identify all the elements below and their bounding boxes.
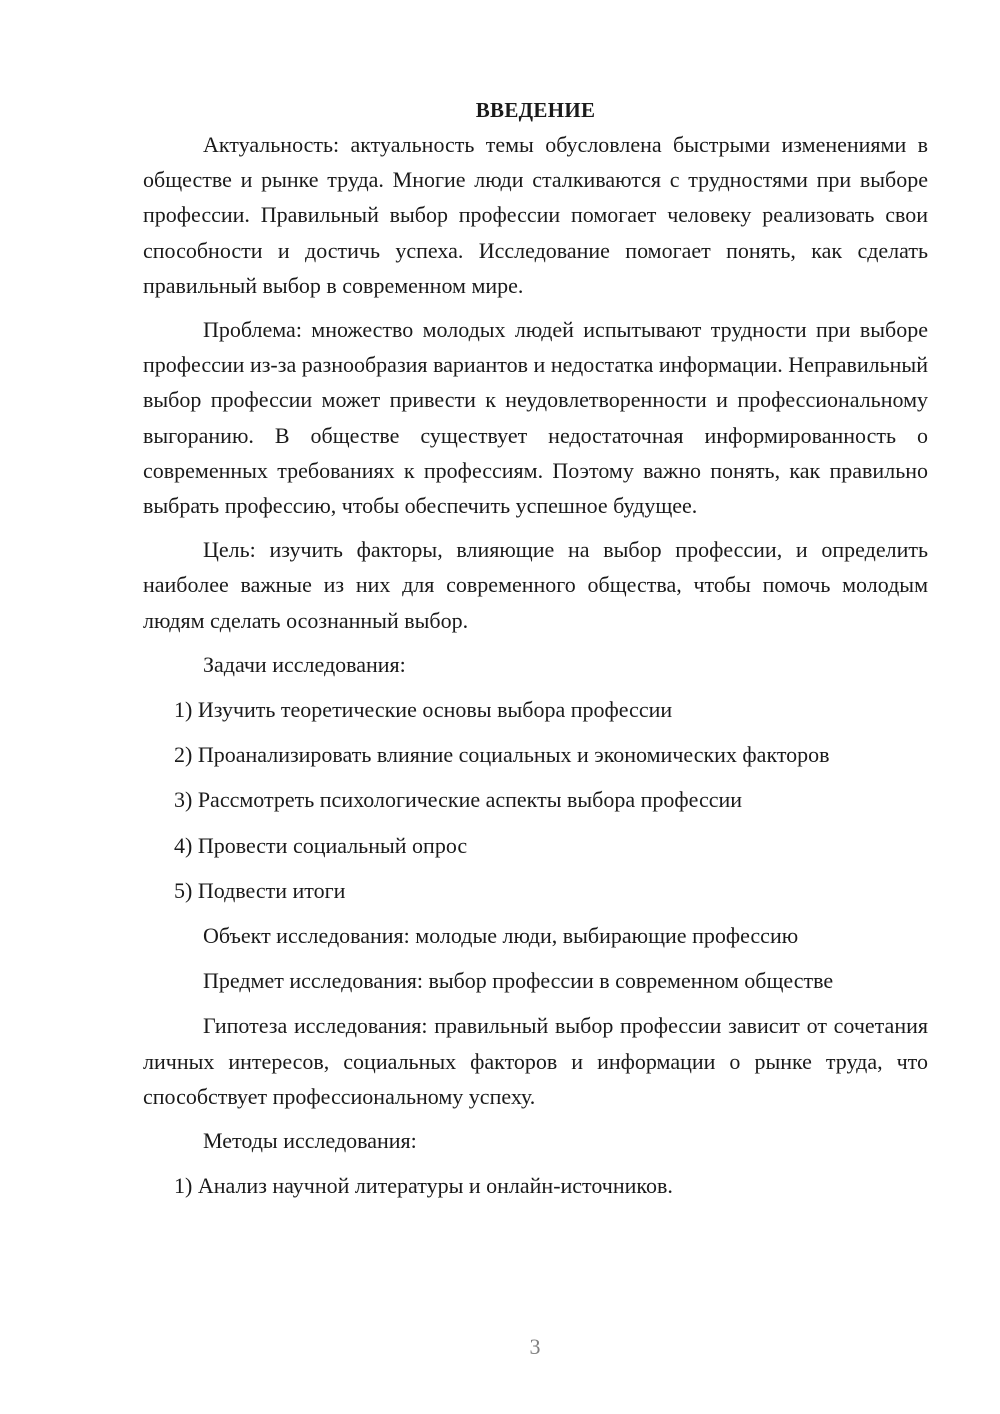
method-item-1: 1) Анализ научной литературы и онлайн-источников. bbox=[174, 1173, 673, 1199]
page-content bbox=[143, 94, 928, 1203]
page-number: 3 bbox=[529, 1334, 541, 1359]
tasks-heading: Задачи исследования: bbox=[203, 651, 406, 677]
task-item-4: 4) Провести социальный опрос bbox=[174, 832, 468, 858]
problem-paragraph: Проблема: множество молодых людей испытывают трудности при выборе профессии из-за разнообразия вариантов и недостатка информации. Неправильный выбор профессии может привести к неудовлетворенности и профессиональному выгоранию. В обществе существует недостаточная информированность о современных требованиях к профессиям. Поэтому важно понять, как правильно выбрать профессию, чтобы обеспечить успешное будущее. bbox=[143, 317, 928, 519]
task-item-5: 5) Подвести итоги bbox=[174, 877, 346, 903]
object-paragraph: Объект исследования: молодые люди, выбирающие профессию bbox=[203, 923, 799, 949]
section-title: ВВЕДЕНИЕ bbox=[475, 98, 596, 122]
task-item-1: 1) Изучить теоретические основы выбора профессии bbox=[174, 697, 673, 723]
task-item-3: 3) Рассмотреть психологические аспекты выбора профессии bbox=[174, 787, 743, 813]
task-item-2: 2) Проанализировать влияние социальных и экономических факторов bbox=[174, 742, 830, 768]
hypothesis-paragraph: Гипотеза исследования: правильный выбор профессии зависит от сочетания личных интересов, социальных факторов и информации о рынке труда, что способствует профессиональному успеху. bbox=[143, 1013, 928, 1109]
relevance-paragraph: Актуальность: актуальность темы обусловлена быстрыми изменениями в обществе и рынке труда. Многие люди сталкиваются с трудностями при выборе профессии. Правильный выбор профессии помогает человеку реализовать свои способности и достичь успеха. Исследование помогает понять, как сделать правильный выбор в современном мире. bbox=[143, 132, 928, 298]
goal-paragraph: Цель: изучить факторы, влияющие на выбор профессии, и определить наиболее важные из них для современного общества, чтобы помочь молодым людям сделать осознанный выбор. bbox=[143, 537, 928, 633]
subject-paragraph: Предмет исследования: выбор профессии в современном обществе bbox=[203, 968, 834, 994]
methods-heading: Методы исследования: bbox=[203, 1128, 417, 1154]
